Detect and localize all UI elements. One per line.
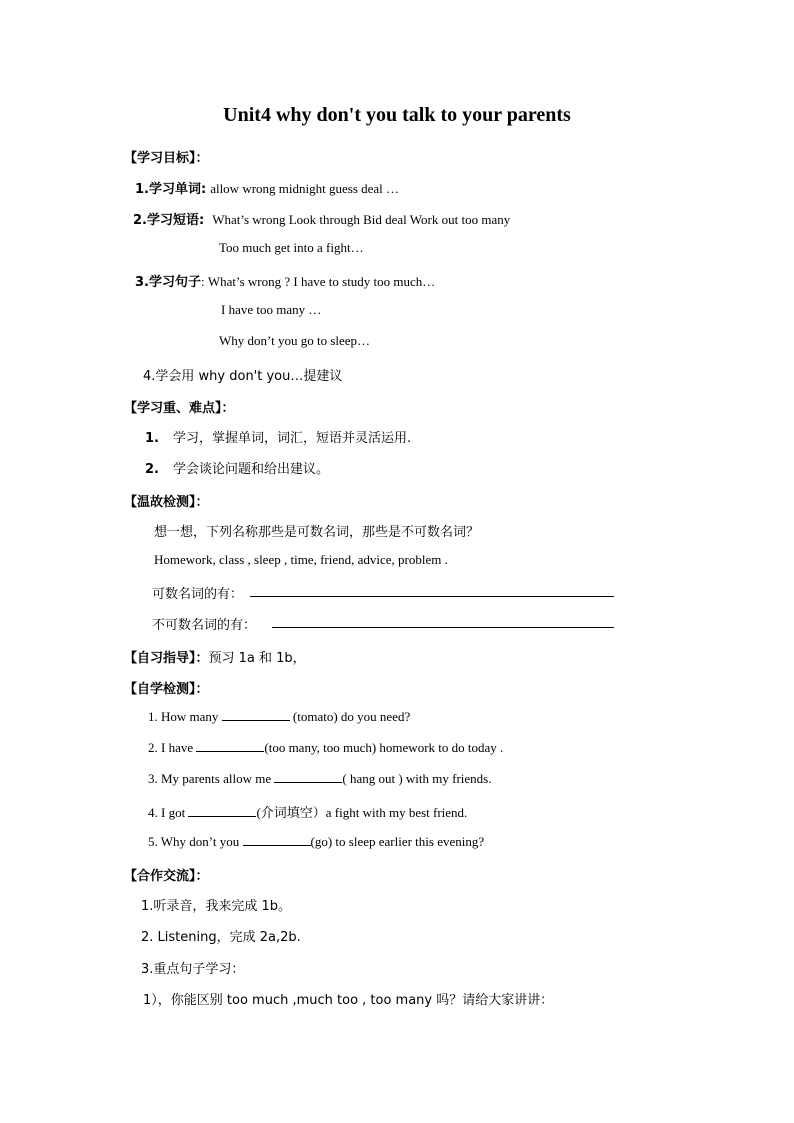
goals-sentences-text-2: I have too many … [221, 302, 322, 317]
selftest-item-1-after: (tomato) do you need? [289, 709, 411, 724]
cooperation-item-1: 1.听录音，我来完成 1b。 [141, 899, 292, 914]
goals-sentences-text-1: : What’s wrong ? I have to study too much… [200, 274, 436, 289]
keypoint-num-1: 1. [145, 431, 159, 446]
selftest-blank-3[interactable] [274, 770, 342, 783]
review-uncountable-blank[interactable] [272, 627, 614, 628]
goals-words-text: allow wrong midnight guess deal … [210, 181, 400, 196]
selftest-item-3-after: ( hang out ) with my friends. [342, 771, 492, 786]
selftest-item-3-before: 3. My parents allow me [148, 771, 272, 786]
goals-phrases-text-2: Too much get into a fight… [219, 240, 364, 255]
cooperation-item-2: 2. Listening，完成 2a,2b. [141, 930, 301, 945]
self-guide-text: 预习 1a 和 1b， [208, 651, 306, 666]
selftest-blank-2[interactable] [196, 739, 264, 752]
goals-phrases-text-1: What’s wrong Look through Bid deal Work out too many [212, 212, 511, 227]
review-countable-label: 可数名词的有： [152, 587, 244, 602]
selftest-blank-1[interactable] [222, 708, 290, 721]
section-selfguide-header: 【自习指导】： [124, 651, 209, 666]
review-words: Homework, class , sleep , time, friend, advice, problem . [154, 552, 448, 567]
selftest-item-4-after: (介词填空）a fight with my best friend. [256, 805, 468, 820]
goals-phrases-label: 2.学习短语: [133, 213, 205, 228]
page-title: Unit4 why don't you talk to your parents [223, 104, 571, 126]
goals-words-label: 1.学习单词: [135, 182, 207, 197]
goals-words-row [135, 178, 399, 198]
keypoint-item-2 [145, 458, 329, 478]
self-guide-row [124, 647, 306, 667]
cooperation-item-3: 3.重点句子学习： [141, 962, 245, 977]
goals-phrases-row [133, 209, 510, 229]
selftest-item-2 [148, 739, 503, 756]
selftest-blank-5[interactable] [243, 833, 311, 846]
goals-item-4: 4.学会用 why don't you…提建议 [143, 369, 343, 384]
selftest-item-5-before: 5. Why don’t you [148, 834, 240, 849]
section-cooperation-header: 【合作交流】： [124, 869, 209, 884]
selftest-item-5-after: (go) to sleep earlier this evening? [310, 834, 485, 849]
selftest-item-4-before: 4. I got [148, 805, 186, 820]
section-keypoints-header: 【学习重、难点】： [124, 401, 235, 416]
selftest-item-2-after: (too many, too much) homework to do today . [264, 740, 504, 755]
selftest-item-2-before: 2. I have [148, 740, 194, 755]
review-uncountable-label: 不可数名词的有： [152, 618, 257, 633]
review-question: 想一想，下列名称那些是可数名词，那些是不可数名词？ [154, 525, 480, 540]
cooperation-item-4: 1），你能区别 too much ,much too , too many 吗？请给大家讲讲： [143, 993, 554, 1008]
keypoint-text-2: 学会谈论问题和给出建议。 [172, 462, 329, 477]
selftest-item-5 [148, 833, 484, 850]
section-goals-header: 【学习目标】： [124, 151, 209, 166]
selftest-item-3 [148, 770, 492, 787]
goals-sentences-row [135, 271, 435, 291]
goals-sentences-text-3: Why don’t you go to sleep… [219, 333, 371, 348]
selftest-item-4 [148, 802, 467, 821]
selftest-blank-4[interactable] [188, 804, 256, 817]
goals-sentences-label: 3.学习句子 [135, 275, 201, 290]
selftest-item-1 [148, 708, 410, 725]
section-selftest-header: 【自学检测】： [124, 682, 209, 697]
keypoint-item-1 [145, 427, 411, 447]
selftest-item-1-before: 1. How many [148, 709, 219, 724]
keypoint-num-2: 2. [145, 462, 159, 477]
review-countable-blank[interactable] [250, 596, 614, 597]
section-review-header: 【温故检测】： [124, 495, 209, 510]
keypoint-text-1: 学习，掌握单词，词汇，短语并灵活运用. [172, 431, 412, 446]
